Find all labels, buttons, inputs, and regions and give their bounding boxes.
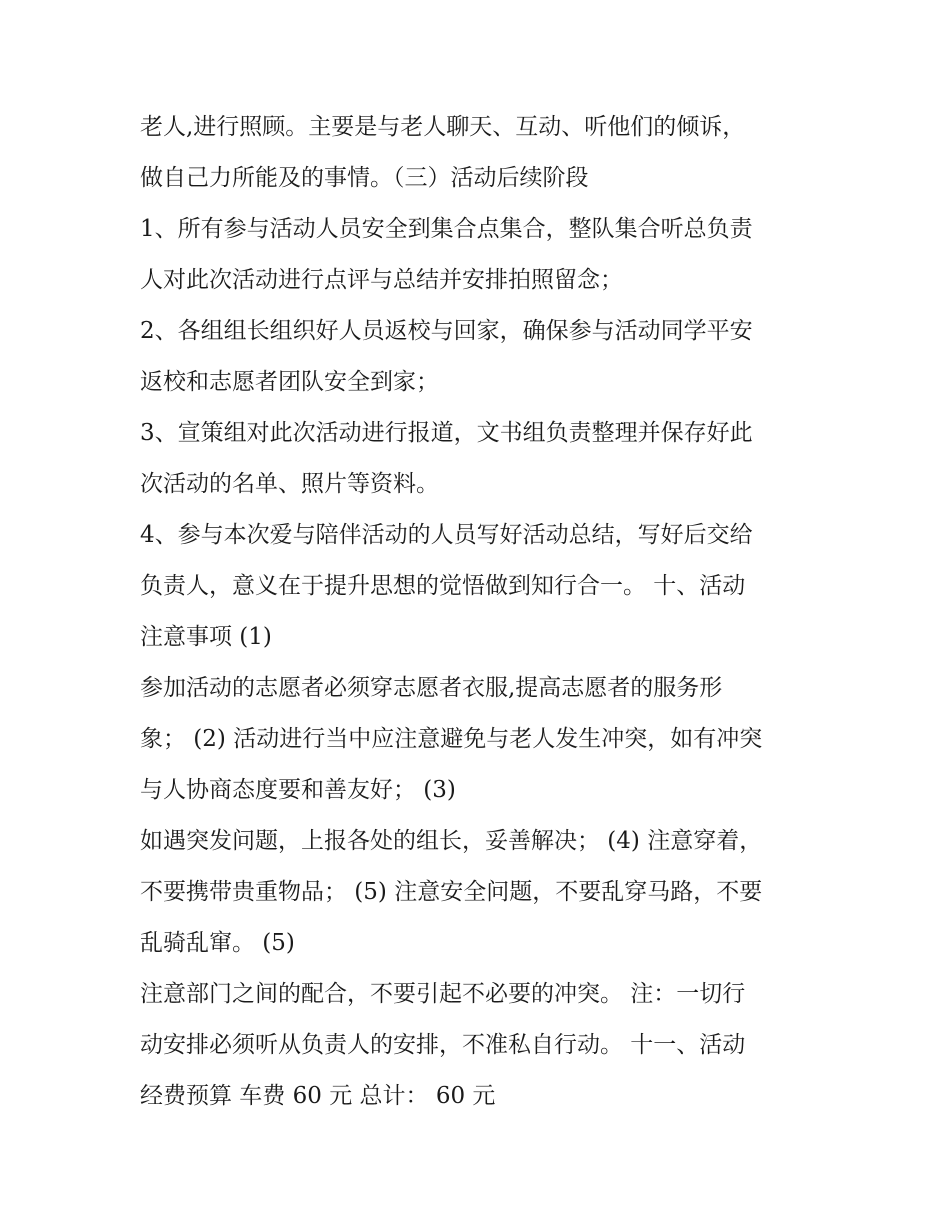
text-line: 人对此次活动进行点评与总结并安排拍照留念； — [140, 267, 623, 293]
text-line: 1、所有参与活动人员安全到集合点集合，整队集合听总负责 — [140, 216, 753, 242]
text-line: 2、各组组长组织好人员返校与回家，确保参与活动同学平安 — [140, 318, 753, 344]
text-line: 次活动的名单、照片等资料。 — [140, 471, 439, 497]
text-line: 动安排必须听从负责人的安排，不准私自行动。 十一、活动 — [140, 1032, 746, 1058]
text-line: 老人,进行照顾。主要是与老人聊天、互动、听他们的倾诉， — [140, 114, 746, 140]
text-line: 3、宣策组对此次活动进行报道，文书组负责整理并保存好此 — [140, 420, 753, 446]
text-line: 4、参与本次爱与陪伴活动的人员写好活动总结，写好后交给 — [140, 522, 753, 548]
text-line: 如遇突发问题，上报各处的组长，妥善解决； (4) 注意穿着， — [140, 828, 763, 854]
text-line: 返校和志愿者团队安全到家； — [140, 369, 439, 395]
text-line: 不要携带贵重物品； (5) 注意安全问题，不要乱穿马路，不要 — [140, 879, 763, 905]
text-line: 注意事项 (1) — [140, 624, 272, 650]
text-line: 注意部门之间的配合，不要引起不必要的冲突。 注：一切行 — [140, 981, 746, 1007]
text-line: 经费预算 车费 60 元 总计： 60 元 — [140, 1083, 496, 1109]
text-line: 参加活动的志愿者必须穿志愿者衣服,提高志愿者的服务形 — [140, 675, 723, 701]
text-line: 做自己力所能及的事情。（三）活动后续阶段 — [140, 165, 589, 191]
text-line: 与人协商态度要和善友好； (3) — [140, 777, 456, 803]
text-line: 乱骑乱窜。 (5) — [140, 930, 295, 956]
document-body — [140, 102, 840, 1122]
text-line: 象； (2) 活动进行当中应注意避免与老人发生冲突，如有冲突 — [140, 726, 763, 752]
text-line: 负责人，意义在于提升思想的觉悟做到知行合一。 十、活动 — [140, 573, 746, 599]
